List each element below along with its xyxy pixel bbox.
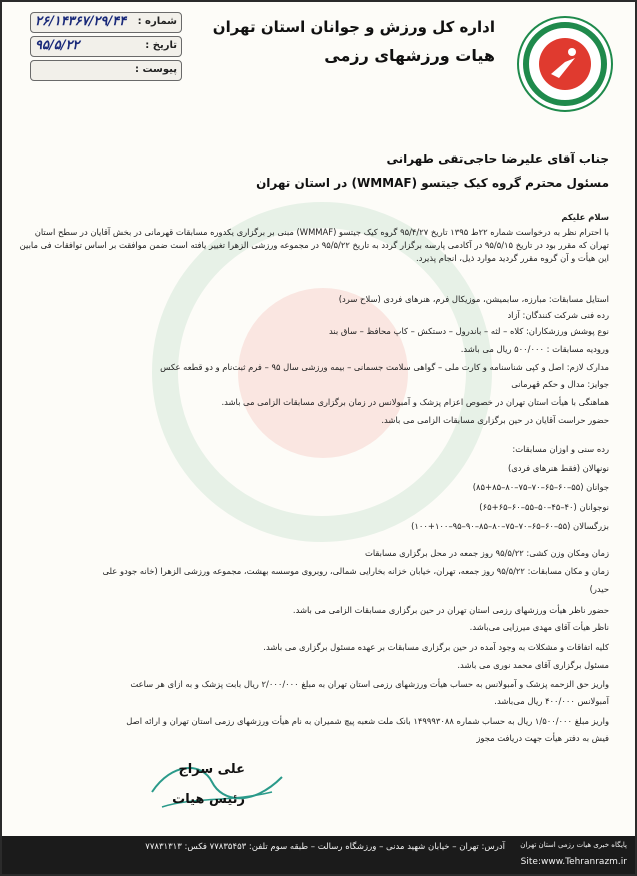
footer-address: آدرس: تهران – خیابان شهید مدنی – ورزشگاه رسالت – طبقه سوم تلفن: ۷۷۸۳۵۴۵۳ فکس: ۷۷۸۳۱۳۱۳ xyxy=(145,842,505,852)
letter-attachment-row xyxy=(30,60,182,81)
schedule-line: حضور ناظر هیأت ورزشهای رزمی استان تهران در حین برگزاری مسابقات الزامی می باشد. xyxy=(292,605,609,615)
list-item: حضور حراست آقایان در حین برگزاری مسابقات الزامی می باشد. xyxy=(381,415,609,425)
letter-date-row xyxy=(30,36,182,57)
list-item: ورودیه مسابقات : ۵۰۰/۰۰۰ ریال می باشد. xyxy=(460,344,609,354)
letter-date-label: تاریخ : xyxy=(145,40,177,51)
schedule-line: مسئول برگزاری آقای محمد نوری می باشد. xyxy=(457,660,609,670)
schedule-line: حیدر) xyxy=(589,584,609,594)
weight-class-line: نونهالان (فقط هنرهای فردی) xyxy=(507,463,609,473)
weight-class-line: جوانان (۵۵–۶۰–۶۵–۷۰–۷۵–۸۰–۸۵+۸۵) xyxy=(472,482,609,492)
schedule-line: فیش به دفتر هیأت جهت دریافت مجوز xyxy=(476,733,609,743)
schedule-line: واریز مبلغ ۱/۵۰۰/۰۰۰ ریال به حساب شماره ۱۴۹۹۹۳۰۸۸ بانک ملت شعبه پیچ شمیران به نام هیأت ورزشهای رزمی استان تهران و ارائه اصل xyxy=(126,716,609,726)
letter-number-label: شماره : xyxy=(137,16,177,27)
weight-class-line: بزرگسالان (۵۵–۶۰–۶۵–۷۰–۷۵–۸۰–۸۵–۹۰–۹۵–۱۰۰+۱۰۰) xyxy=(411,521,609,531)
kick-figure-icon xyxy=(545,44,585,84)
weight-class-line: نوجوانان (۴۰–۴۵–۵۰–۵۵–۶۰–۶۵+۶۵) xyxy=(479,502,609,512)
addressee-name: جناب آقای علیرضا حاجی‌تقی طهرانی xyxy=(386,152,609,166)
schedule-line: واریز حق الزحمه پزشک و آمبولانس به حساب هیأت ورزشهای رزمی استان تهران به مبلغ ۲/۰۰۰/۰۰۰ ریال بابت پزشک و به ازای هر ساعت xyxy=(130,679,609,689)
letter-footer xyxy=(2,836,635,874)
list-item: مدارک لازم: اصل و کپی شناسنامه و کارت ملی – گواهی سلامت جسمانی – بیمه ورزشی سال ۹۵ – فرم ثبت‌نام و دو قطعه عکس xyxy=(160,362,609,372)
footer-org-name: پایگاه خبری هیات رزمی استان تهران xyxy=(520,841,627,849)
martial-arts-board-emblem-icon xyxy=(517,16,613,112)
addressee-role: مسئول محترم گروه کیک جیتسو (WMMAF) در استان تهران xyxy=(256,176,609,190)
schedule-line: کلیه اتفاقات و مشکلات به وجود آمده در حین برگزاری مسابقات بر عهده مسئول برگزاری می باشد. xyxy=(263,642,609,652)
list-item: هماهنگی با هیأت استان تهران در خصوص اعزام پزشک و آمبولانس در زمان برگزاری مسابقات الزامی می باشد. xyxy=(221,397,609,407)
greeting: سلام علیکم xyxy=(561,212,609,222)
letter-number-value: ۲۶/۱۴۳۶۷/۲۹/۴۴ xyxy=(35,14,127,29)
schedule-line: آمبولانس ۴۰۰/۰۰۰ ریال می‌باشد. xyxy=(494,696,609,706)
letter-meta-box xyxy=(30,12,182,84)
letter-date-value: ۹۵/۵/۲۲ xyxy=(35,38,80,53)
list-item: نوع پوشش ورزشکاران: کلاه – لثه – باندرول – دستکش – کاپ محافظ – ساق بند xyxy=(329,326,609,336)
list-item: جوایز: مدال و حکم قهرمانی xyxy=(511,379,609,389)
signatory-title: رئیس هیات xyxy=(172,792,245,807)
org-title: اداره کل ورزش و جوانان استان تهران xyxy=(212,18,495,36)
list-item: رده فنی شرکت کنندگان: آزاد xyxy=(507,310,609,320)
intro-paragraph: با احترام نظر به درخواست شماره ۲۲ط ۱۳۹۵ تاریخ ۹۵/۴/۲۷ گروه کیک جیتسو (WMMAF) مبنی بر برگزاری یکدوره مسابقات قهرمانی در بخش آقایان در سطح استان تهران که مقرر بود در تاریخ ۹۵/۵/۱۵ در آکادمی پارسه برگزار گردد به تاریخ ۹۵/۵/۲۲ در مجموعه ورزشی الزهرا تغییر یافته است ضمن موافقت بر اساس توافقات فی مابین این هیأت و آن گروه مقرر گردید موارد ذیل، انجام پذیرد. xyxy=(19,227,609,263)
schedule-line: زمان و مکان مسابقات: ۹۵/۵/۲۲ روز جمعه، تهران، خیابان خزانه بخارایی شمالی، روبروی موسسه بهشت، مجموعه ورزشی الزهرا (خانه جودو علی xyxy=(102,566,609,576)
letter-attachment-label: پیوست : xyxy=(134,64,177,75)
footer-website-link[interactable]: Site:www.Tehranrazm.ir xyxy=(520,857,627,867)
list-item: استایل مسابقات: مبارزه، سابمیشن، موزیکال فرم، هنرهای فردی (سلاح سرد) xyxy=(338,294,609,304)
schedule-line: زمان ومکان وزن کشی: ۹۵/۵/۲۲ روز جمعه در محل برگزاری مسابقات xyxy=(364,548,609,558)
weights-title: رده سنی و اوزان مسابقات: xyxy=(512,444,609,454)
org-subtitle: هیات ورزشهای رزمی xyxy=(324,46,495,65)
letter-number-row xyxy=(30,12,182,33)
schedule-line: ناظر هیأت آقای مهدی میرزایی می‌باشد. xyxy=(469,622,609,632)
signatory-name: علی سراج xyxy=(178,762,245,777)
